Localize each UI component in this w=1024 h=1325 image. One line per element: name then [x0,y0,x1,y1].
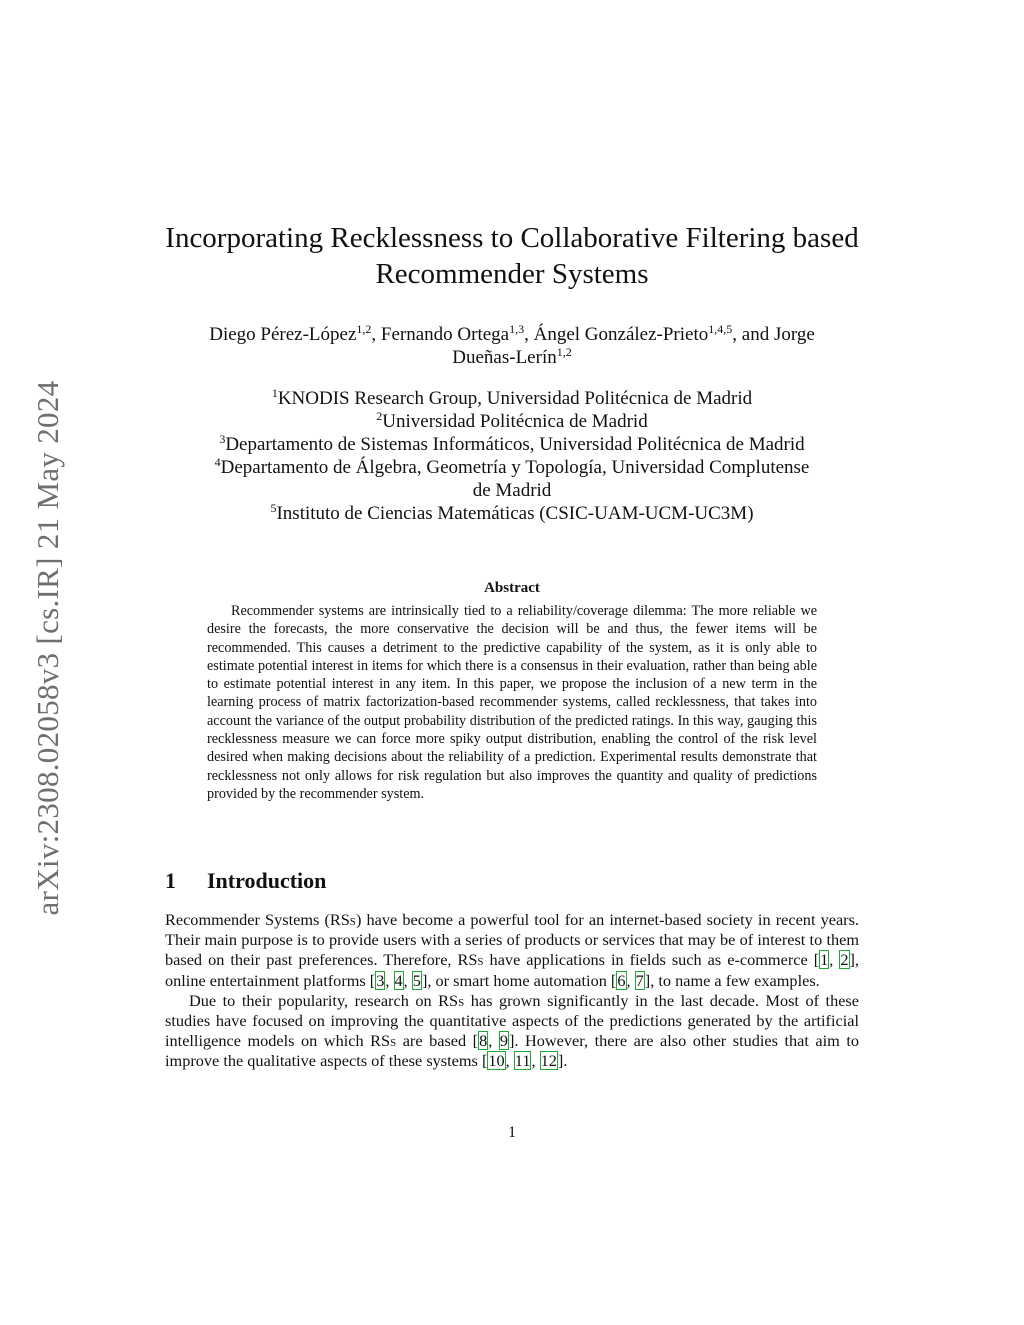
affiliation-item [160,433,864,456]
acronym-rss: RSs [370,1031,397,1051]
citation-link[interactable]: 10 [488,1051,505,1071]
citation-link[interactable]: 1 [820,950,829,970]
section-number: 1 [165,868,176,893]
citation-link[interactable]: 8 [479,1031,488,1051]
author-conjunction: , and Jorge [732,324,815,345]
affiliation-item [160,456,864,479]
author-list: Diego Pérez-López$^{1,2}$, Fernando Ortega$^{1,3}$, Ángel González-Prieto$^{1,4,5}$, and Jorge Dueñas-Lerín$^{1,2}$ [209,322,815,368]
affiliation-list [160,387,864,525]
affiliation-number: 3 [219,432,226,446]
affiliation-text: Departamento de Sistemas Informáticos, Universidad Politécnica de Madrid [225,434,805,455]
text-run: Recommender Systems ( [165,910,330,929]
affiliation-text: Universidad Politécnica de Madrid [382,411,648,432]
abstract-text: Recommender systems are intrinsically tied to a reliability/coverage dilemma: The more reliable we desire the forecasts, the more conservative the decision will be and thus, the fewer items will be recommended. This causes a detriment to the predictive capability of the system, as it is only able to estimate potential interest in items for which there is a consensus in their evaluation, rather than being able to estimate potential interest in any item. In this paper, we propose the inclusion of a new term in the learning process of matrix factorization-based recommender systems, called recklessness, that takes into account the variance of the output probability distribution of the predicted ratings. In this way, gauging this recklessness measure we can force more spiky output distribution, enabling the control of the risk level desired when making decisions about the reliability of a prediction. Experimental results demonstrate that recklessness not only allows for risk regulation but also improves the quantity and quality of predictions provided by the recommender system. [207,603,817,802]
affiliation-item [160,502,864,525]
abstract-heading: Abstract [484,580,540,596]
citation-link[interactable]: 11 [514,1051,531,1071]
affiliation-number: 4 [214,455,221,469]
text-run: ]. [557,1051,568,1071]
text-run: ]. However, there are also other studies that aim to improve the qualitative aspects of these systems [ [165,1031,860,1071]
paper-title-line-2: Recommender Systems [375,258,649,290]
text-run: ) have become a powerful tool for an internet-based society in recent years. Their main purpose is to provide users with a series of products or services that may be of interest to them based on their past preferences. Therefore, [165,910,860,970]
affiliation-item [160,410,864,433]
author-affiliation-marker: 1,4,5 [708,322,733,336]
acronym-rss: RSs [438,990,465,1010]
affiliation-text: Instituto de Ciencias Matemáticas (CSIC-UAM-UCM-UC3M) [276,503,754,524]
text-run: has grown significantly in the last decade. Most of these studies have focused on improving the quantitative aspects of the predictions generated by the artificial intelligence models on which [165,990,859,1051]
citation-link[interactable]: 2 [840,950,849,970]
text-run: ], online entertainment platforms [ [165,950,860,990]
author-name: Dueñas-Lerín [452,347,557,368]
affiliation-number: 1 [271,386,278,400]
arxiv-identifier [28,355,68,940]
paper-title [160,220,864,292]
citation-link[interactable]: 4 [394,970,403,990]
text-run: are based [ [396,1031,479,1051]
affiliation-item-continued: de Madrid [472,480,552,501]
author-affiliation-marker: 1,3 [509,322,525,336]
introduction-body [165,910,859,1072]
author-affiliation-marker: 1,2 [556,345,572,359]
author-name: Diego Pérez-López [209,324,357,345]
page-number: 1 [508,1124,516,1141]
citation-link[interactable]: 9 [499,1031,508,1051]
author-affiliation-marker: 1,2 [356,322,372,336]
citation-link[interactable]: 7 [635,970,644,990]
affiliation-item [160,387,864,410]
paragraph: Due to their popularity, research on RSs has grown significantly in the last decade. Most of these studies have focused on improving the quantitative aspects of the predictions generated by the artificial intelligence models on which RSs are based [8, 9]. However, there are also other studies that aim to improve the qualitative aspects of these systems [10, 11, 12]. [165,990,860,1071]
citation-link[interactable]: 5 [412,970,421,990]
author-name: Fernando Ortega [380,324,510,345]
section-title: Introduction [207,868,327,893]
affiliation-text: KNODIS Research Group, Universidad Politécnica de Madrid [277,388,753,409]
acronym-rss: RSs [329,910,356,929]
author-name: Ángel González-Prieto [533,324,709,345]
section-heading [165,868,326,894]
paragraph: Recommender Systems (RSs) have become a powerful tool for an internet-based society in recent years. Their main purpose is to provide users with a series of products or services that may be of interest to them based on their past preferences. Therefore, RSs have applications in fields such as e-commerce [1, 2], online entertainment platforms [3, 4, 5], or smart home automation [6, 7], to name a few examples. [165,910,860,990]
text-run: have applications in fields such as e-commerce [ [483,950,820,970]
paper-title-line-1: Incorporating Recklessness to Collaborative Filtering based [165,222,859,254]
affiliation-text: Departamento de Álgebra, Geometría y Topología, Universidad Complutense [220,457,810,478]
text-run: Due to their popularity, research on [189,990,439,1010]
arxiv-identifier-text: arXiv:2308.02058v3 [cs.IR] 21 May 2024 [30,380,65,915]
citation-link[interactable]: 6 [617,970,626,990]
affiliation-number: 2 [376,409,383,423]
text-run: ], or smart home automation [ [421,970,617,990]
citation-link[interactable]: 3 [376,970,385,990]
affiliation-number: 5 [270,501,277,515]
text-run: ], to name a few examples. [644,970,820,990]
citation-link[interactable]: 12 [540,1051,557,1071]
acronym-rss: RSs [457,950,484,970]
